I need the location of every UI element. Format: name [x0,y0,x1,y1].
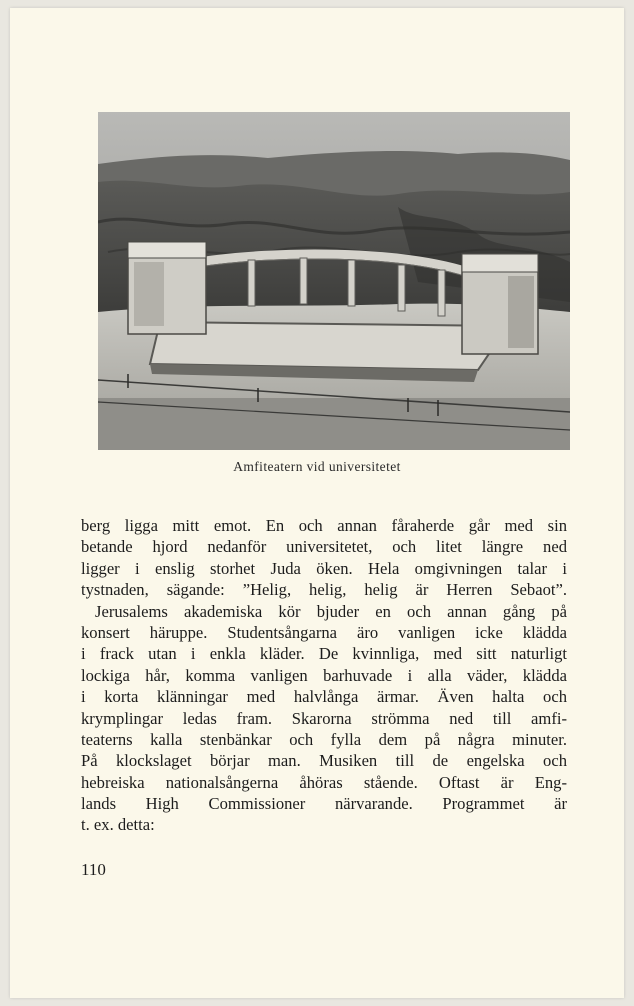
text-line: konsert häruppe. Studentsångarna äro vanligen icke klädda [81,622,567,642]
body-text [81,515,567,836]
text-line: På klockslaget börjar man. Musiken till de engelska och [81,751,567,771]
text-line: ligger i enslig storhet Juda öken. Hela omgivningen talar i [81,558,567,578]
text-line: Jerusalems akademiska kör bjuder en och annan gång på [95,601,567,621]
page-number: 110 [81,860,106,879]
text-line: i korta klänningar med halvlånga ärmar. Även halta och [81,687,567,707]
amphitheatre-photo-icon [98,112,570,450]
text-line: lockiga hår, komma vanligen barhuvade i alla väder, klädda [81,665,567,685]
text-line: teaterns kalla stenbänkar och fylla dem på några minuter. [81,729,567,749]
text-line: lands High Commissioner närvarande. Programmet är [81,794,567,814]
photo-caption: Amfiteatern vid universitetet [233,459,401,474]
text-line: krymplingar ledas fram. Skarorna strömma ned till amfi- [81,708,567,728]
text-line: hebreiska nationalsångerna åhöras stående. Oftast är Eng- [81,772,567,792]
photo-drawing [98,112,570,450]
book-page [10,8,624,998]
text-line: i frack utan i enkla kläder. De kvinnliga, med sitt naturligt [81,644,567,664]
text-line: betande hjord nedanför universitetet, och litet längre ned [81,537,567,557]
text-line: tystnaden, sägande: ”Helig, helig, helig är Herren Sebaot”. [81,580,567,600]
text-line: berg ligga mitt emot. En och annan fåraherde går med sin [81,516,567,535]
text-line: t. ex. detta: [81,815,155,835]
